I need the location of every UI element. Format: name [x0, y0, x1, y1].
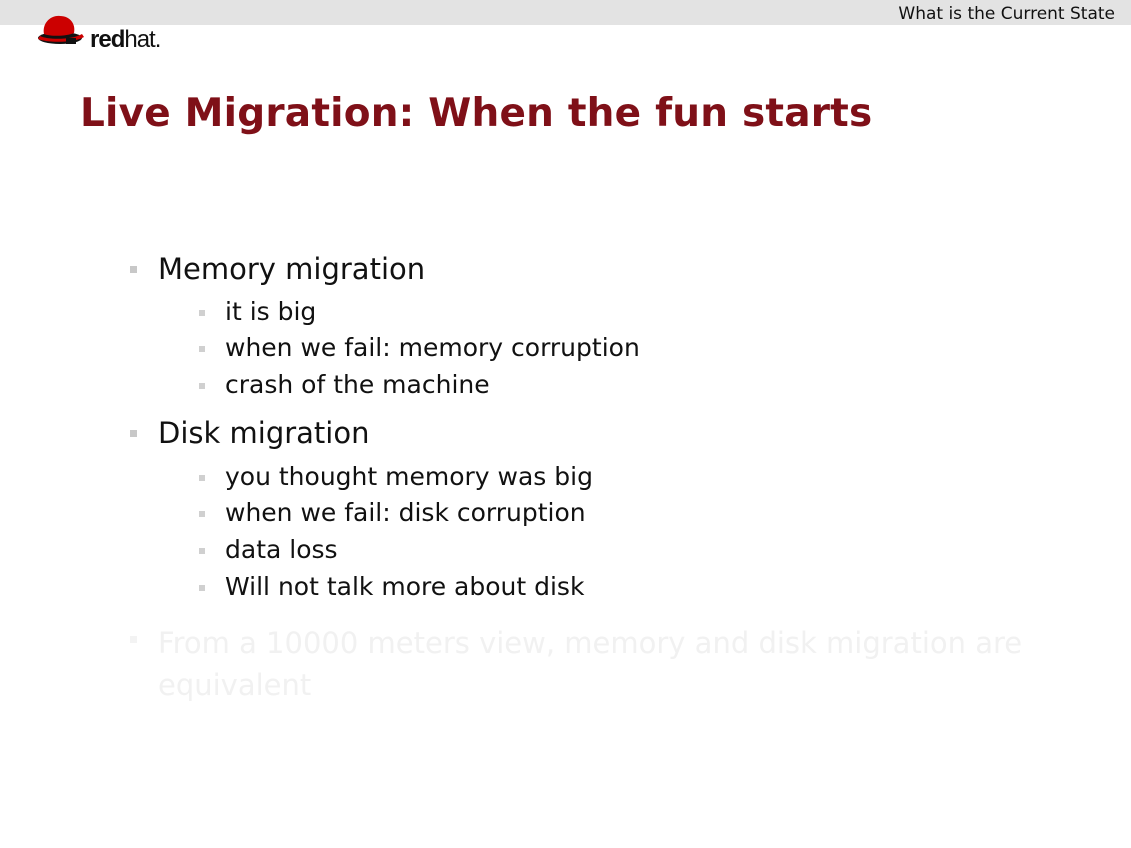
sub-list-item: when we fail: disk corruption	[225, 498, 586, 527]
sub-list-item: data loss	[225, 535, 338, 564]
sub-bullet-marker	[199, 383, 205, 389]
sub-bullet-marker	[199, 548, 205, 554]
sub-list-item: crash of the machine	[225, 370, 490, 399]
sub-bullet-marker	[199, 475, 205, 481]
sub-bullet-marker	[199, 585, 205, 591]
sub-list-item: when we fail: memory corruption	[225, 333, 640, 362]
sub-bullet-marker	[199, 310, 205, 316]
bullet-marker	[130, 266, 137, 273]
sub-bullet-marker	[199, 511, 205, 517]
slide-title: Live Migration: When the fun starts	[80, 91, 873, 136]
logo-dot: .	[154, 26, 161, 53]
list-item: Disk migration	[158, 416, 370, 450]
sub-bullet-marker	[199, 346, 205, 352]
list-item: Memory migration	[158, 252, 426, 286]
section-title: What is the Current State	[898, 4, 1115, 24]
logo-word-hat: hat	[124, 26, 155, 53]
sub-list-item: Will not talk more about disk	[225, 572, 585, 601]
sub-list-item: it is big	[225, 297, 317, 326]
logo-word-red: red	[90, 26, 125, 53]
bullet-marker	[130, 430, 137, 437]
faded-list-item: From a 10000 meters view, memory and disk migration are equivalent	[158, 626, 1023, 702]
faded-bullet-marker	[130, 636, 137, 643]
sub-list-item: you thought memory was big	[225, 462, 593, 491]
